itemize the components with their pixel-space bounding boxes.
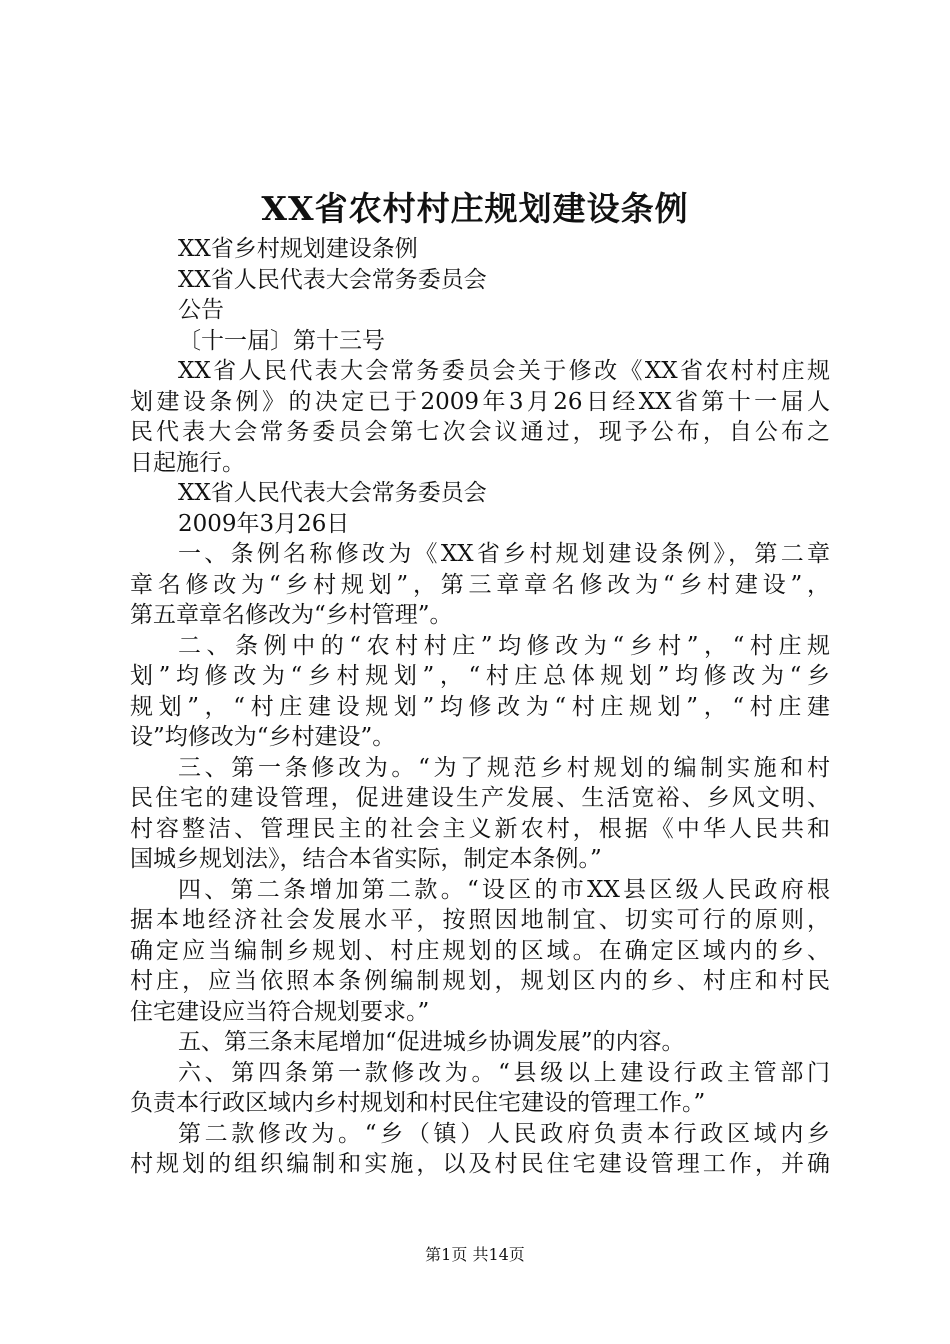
text-line: XX省乡村规划建设条例 <box>178 236 418 262</box>
text-line: 住宅建设应当符合规划要求。” <box>130 998 430 1025</box>
text-line: 章名修改为“乡村规划”，第三章章名修改为“乡村建设”， <box>130 571 830 598</box>
text-line: 三、第一条修改为。“为了规范乡村规划的编制实施和村 <box>178 754 830 781</box>
text-line: XX省人民代表大会常务委员会 <box>178 266 487 293</box>
text-line: 四、第二条增加第二款。“设区的市XX县区级人民政府根 <box>178 876 830 903</box>
text-line: 设”均修改为“乡村建设”。 <box>130 724 396 750</box>
document-body <box>130 234 830 1180</box>
text-line: 公告 <box>178 297 224 323</box>
text-line: 国城乡规划法》，结合本省实际，制定本条例。” <box>130 846 602 872</box>
text-line: 二、条例中的“农村村庄”均修改为“乡村”，“村庄规 <box>178 632 830 659</box>
page-number-footer: 第1页 共14页 <box>425 1245 525 1264</box>
text-line: 村规划的组织编制和实施，以及村民住宅建设管理工作，并确 <box>130 1151 830 1177</box>
text-line: 据本地经济社会发展水平，按照因地制宜、切实可行的原则， <box>130 907 830 933</box>
text-line: 民住宅的建设管理，促进建设生产发展、生活宽裕、乡风文明、 <box>130 785 830 811</box>
text-line: 六、第四条第一款修改为。“县级以上建设行政主管部门 <box>178 1059 830 1086</box>
text-line: 第二款修改为。“乡（镇）人民政府负责本行政区域内乡 <box>178 1120 830 1147</box>
text-line: 规划”，“村庄建设规划”均修改为“村庄规划”，“村庄建 <box>130 693 830 720</box>
text-line: 划”均修改为“乡村规划”，“村庄总体规划”均修改为“乡 <box>130 663 830 689</box>
document-title: XX省农村村庄规划建设条例 <box>261 189 689 228</box>
text-line: 日起施行。 <box>130 449 245 476</box>
text-line: 2009年3月26日 <box>178 510 350 537</box>
text-line: 第五章章名修改为“乡村管理”。 <box>130 602 453 628</box>
text-line: 村容整洁、管理民主的社会主义新农村，根据《中华人民共和 <box>130 815 830 842</box>
text-line: 〔十一届〕第十三号 <box>178 327 385 354</box>
text-line: 村庄，应当依照本条例编制规划，规划区内的乡、村庄和村民 <box>130 968 830 994</box>
text-line: 民代表大会常务委员会第七次会议通过，现予公布，自公布之 <box>130 419 830 445</box>
text-line: XX省人民代表大会常务委员会 <box>178 480 487 506</box>
text-line: 划建设条例》的决定已于2009年3月26日经XX省第十一届人 <box>130 388 830 415</box>
text-line: 五、第三条末尾增加“促进城乡协调发展”的内容。 <box>178 1029 685 1055</box>
text-line: XX省人民代表大会常务委员会关于修改《XX省农村村庄规 <box>178 358 830 384</box>
text-line: 一、条例名称修改为《XX省乡村规划建设条例》，第二章 <box>178 541 830 567</box>
text-line: 确定应当编制乡规划、村庄规划的区域。在确定区域内的乡、 <box>130 937 830 964</box>
text-line: 负责本行政区域内乡村规划和村民住宅建设的管理工作。” <box>130 1090 706 1116</box>
